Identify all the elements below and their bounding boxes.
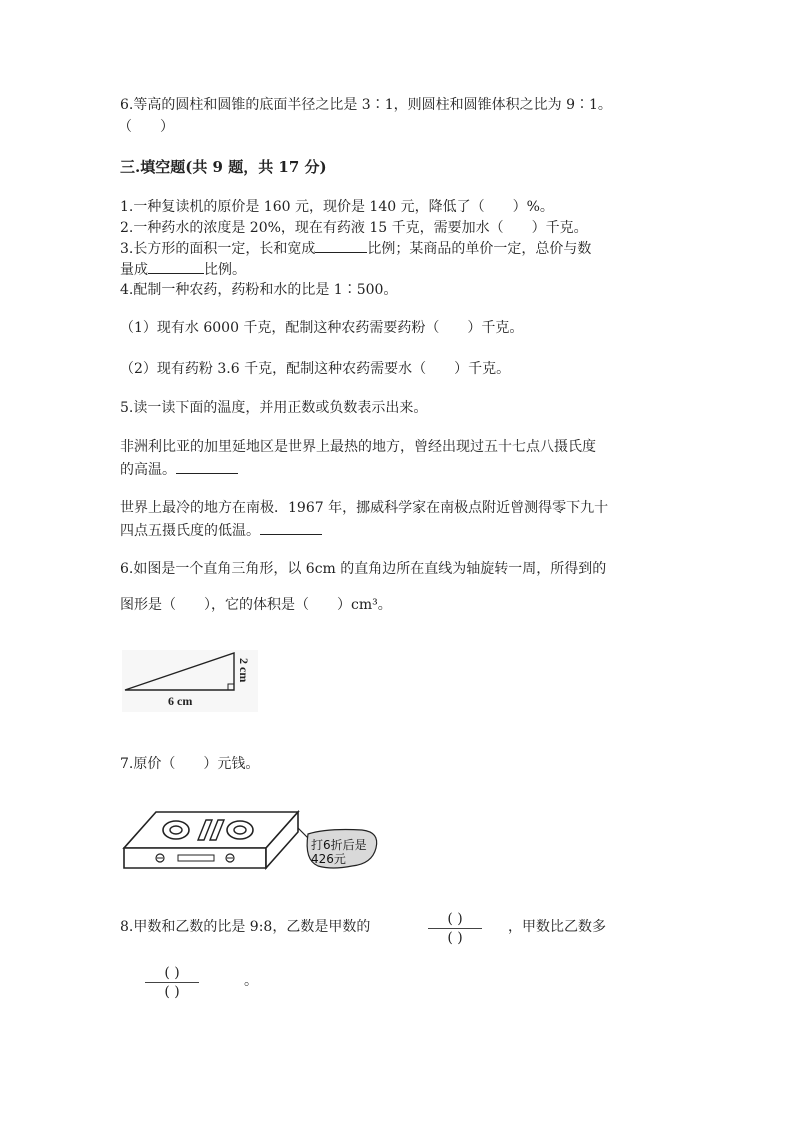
question-4: 4.配制一种农药，药粉和水的比是 1∶500。 bbox=[120, 282, 398, 298]
question-5-cold-line2 bbox=[120, 520, 322, 541]
fraction-bar bbox=[428, 928, 482, 929]
question-4-part-2: （2）现有药粉 3.6 千克，配制这种农药需要水（ ）千克。 bbox=[120, 361, 511, 377]
question-5-hot-line2 bbox=[120, 459, 238, 480]
fraction-numerator: ( ) bbox=[164, 965, 180, 981]
question-3-line1 bbox=[120, 238, 591, 259]
judge-q6-answer-paren: （ ） bbox=[118, 119, 174, 135]
question-4-part-1: （1）现有水 6000 千克，配制这种农药需要药粉（ ）千克。 bbox=[120, 320, 524, 336]
answer-blank[interactable] bbox=[315, 238, 367, 253]
right-triangle-figure bbox=[122, 650, 258, 712]
answer-blank[interactable] bbox=[148, 259, 204, 274]
fraction-denominator: ( ) bbox=[164, 984, 180, 1000]
fraction-numerator: ( ) bbox=[447, 911, 463, 927]
question-8-text-b: ，甲数比乙数多 bbox=[508, 919, 606, 935]
question-2: 2.一种药水的浓度是 20%，现在有药液 15 千克，需要加水（ ）千克。 bbox=[120, 220, 588, 236]
question-3-text-d: 比例。 bbox=[204, 262, 246, 278]
question-6-line1: 6.如图是一个直角三角形，以 6cm 的直角边所在直线为轴旋转一周，所得到的 bbox=[120, 561, 607, 577]
price-tag-line2: 426元 bbox=[311, 852, 346, 866]
question-8-end: 。 bbox=[244, 973, 258, 989]
question-5-cold-line1: 世界上最冷的地方在南极．1967 年，挪威科学家在南极点附近曾测得零下九十 bbox=[120, 500, 609, 516]
question-5-hot-line1: 非洲利比亚的加里延地区是世界上最热的地方，曾经出现过五十七点八摄氏度 bbox=[120, 439, 596, 455]
triangle-height-label: 2 cm bbox=[237, 658, 251, 683]
question-3-text-c: 量成 bbox=[120, 262, 148, 278]
question-5: 5.读一读下面的温度，并用正数或负数表示出来。 bbox=[120, 400, 428, 416]
question-5-hot-text: 的高温。 bbox=[120, 462, 176, 478]
fraction-blank-1[interactable] bbox=[428, 911, 482, 946]
fraction-blank-2[interactable] bbox=[145, 965, 199, 1000]
fraction-denominator: ( ) bbox=[447, 930, 463, 946]
judge-q6-line1: 6.等高的圆柱和圆锥的底面半径之比是 3∶1，则圆柱和圆锥体积之比为 9∶1。 bbox=[120, 97, 612, 113]
question-7: 7.原价（ ）元钱。 bbox=[120, 756, 260, 772]
gas-stove-figure bbox=[122, 808, 392, 882]
answer-blank[interactable] bbox=[176, 459, 238, 474]
answer-blank[interactable] bbox=[260, 520, 322, 535]
tag-string bbox=[298, 828, 308, 838]
question-6-line2: 图形是（ ），它的体积是（ ）cm³。 bbox=[120, 597, 392, 613]
question-8-text-a: 8.甲数和乙数的比是 9:8，乙数是甲数的 bbox=[120, 919, 371, 935]
question-3-text-a: 3.长方形的面积一定，长和宽成 bbox=[120, 241, 316, 257]
question-3-line2 bbox=[120, 259, 246, 280]
fraction-bar bbox=[145, 982, 199, 983]
question-5-cold-text: 四点五摄氏度的低温。 bbox=[120, 523, 260, 539]
stove-front bbox=[124, 848, 266, 868]
question-1: 1.一种复读机的原价是 160 元，现价是 140 元，降低了（ ）%。 bbox=[120, 199, 554, 215]
section-title: 三.填空题(共 9 题，共 17 分) bbox=[120, 158, 327, 176]
price-tag-line1: 打6折后是 bbox=[311, 838, 367, 852]
triangle-base-label: 6 cm bbox=[168, 694, 193, 708]
question-3-text-b: 比例；某商品的单价一定，总价与数 bbox=[367, 241, 592, 257]
